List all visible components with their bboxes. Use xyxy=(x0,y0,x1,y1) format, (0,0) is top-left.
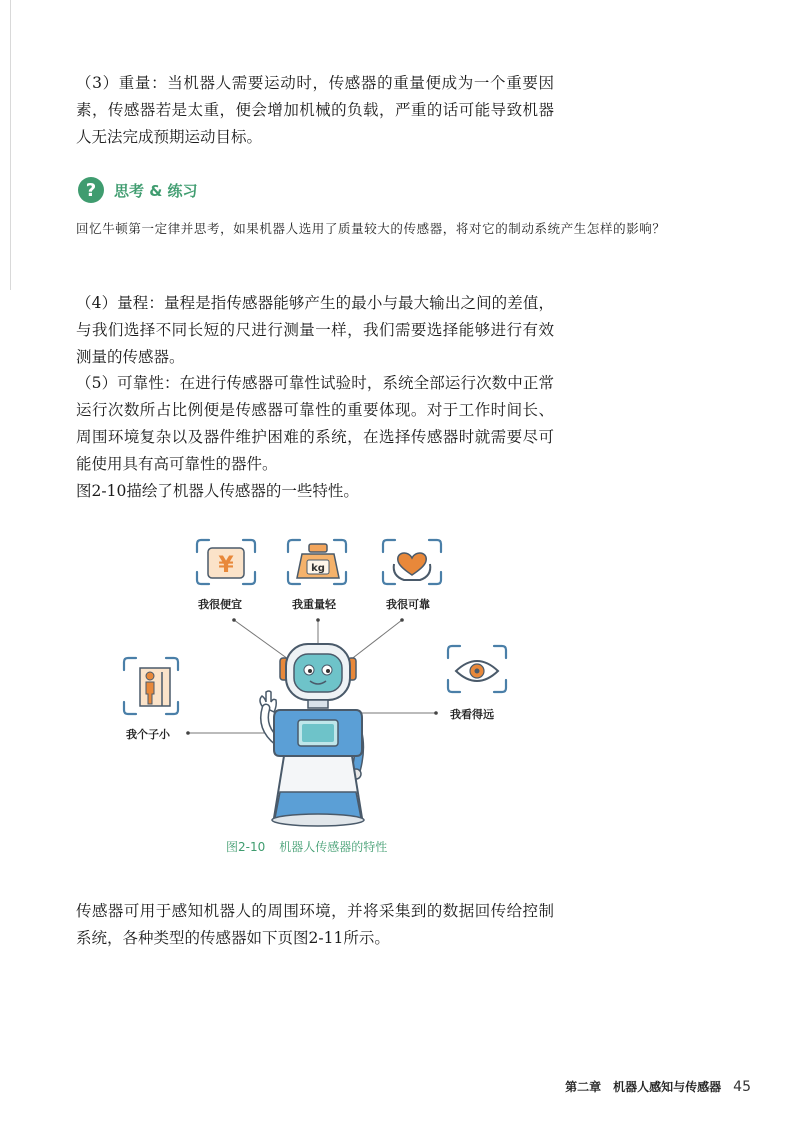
paragraph-sensor-usage: 传感器可用于感知机器人的周围环境，并将采集到的数据回传给控制系统，各种类型的传感器如下页图2-11所示。 xyxy=(76,902,554,947)
question-icon: ? xyxy=(78,177,104,203)
person-door-icon xyxy=(140,668,170,706)
think-practice-header xyxy=(78,176,198,204)
label-far: 我看得远 xyxy=(450,708,494,721)
page-number: 45 xyxy=(733,1079,751,1095)
robot-figure xyxy=(260,644,364,826)
heart-hands-icon xyxy=(394,553,431,580)
think-practice-title: 思考 & 练习 xyxy=(114,181,198,200)
label-cheap: 我很便宜 xyxy=(198,598,242,611)
yen-icon xyxy=(208,548,244,578)
margin-rule xyxy=(10,0,11,290)
figure-caption-number: 图2-10 xyxy=(226,840,266,854)
svg-text:¥: ¥ xyxy=(218,553,234,578)
paragraph-range: （4）量程：量程是指传感器能够产生的最小与最大输出之间的差值，与我们选择不同长短的尺进行测量一样，我们需要选择能够进行有效测量的传感器。 xyxy=(76,294,554,366)
page-footer xyxy=(565,1078,751,1095)
robot-illustration xyxy=(110,530,530,830)
label-small: 我个子小 xyxy=(126,728,170,741)
paragraph-figure-intro: 图2-10描绘了机器人传感器的一些特性。 xyxy=(76,482,359,500)
svg-text:kg: kg xyxy=(311,563,325,574)
chapter-title: 第二章 机器人感知与传感器 xyxy=(565,1080,722,1094)
eye-icon xyxy=(456,661,498,681)
figure-robot-sensor-traits xyxy=(110,530,530,830)
weight-icon xyxy=(297,544,339,578)
figure-caption-title: 机器人传感器的特性 xyxy=(279,840,388,854)
think-practice-body: 回忆牛顿第一定律并思考，如果机器人选用了质量较大的传感器，将对它的制动系统产生怎样的影响？ xyxy=(76,221,666,236)
label-reliable: 我很可靠 xyxy=(386,598,430,611)
figure-caption xyxy=(226,838,387,855)
paragraph-reliability: （5）可靠性：在进行传感器可靠性试验时，系统全部运行次数中正常运行次数所占比例便是传感器可靠性的重要体现。对于工作时间长、周围环境复杂以及器件维护困难的系统，在选择传感器时就需要尽可能使用具有高可靠性的器件。 xyxy=(76,374,554,473)
paragraph-weight: （3）重量：当机器人需要运动时，传感器的重量便成为一个重要因素，传感器若是太重，便会增加机械的负载，严重的话可能导致机器人无法完成预期运动目标。 xyxy=(76,74,554,146)
label-light: 我重量轻 xyxy=(292,598,336,611)
